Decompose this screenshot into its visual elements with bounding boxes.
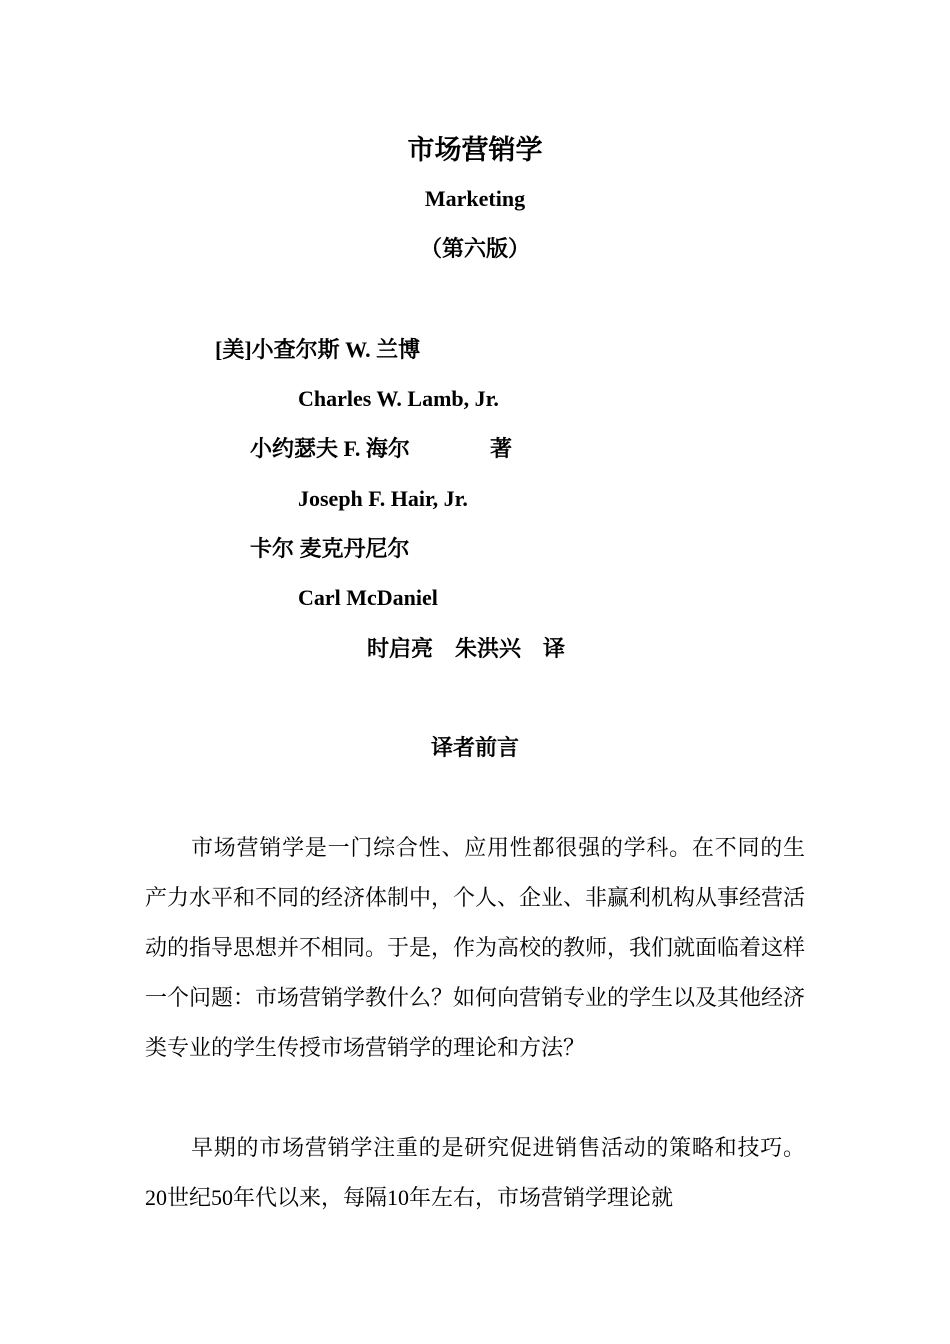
translators-line: 时启亮 朱洪兴 译 bbox=[367, 636, 566, 661]
preface-paragraph-2: 早期的市场营销学注重的是研究促进销售活动的策略和技巧。20世纪50年代以来，每隔10年左右，市场营销学理论就 bbox=[145, 1135, 805, 1210]
author-3-chinese: 卡尔 麦克丹尼尔 bbox=[250, 536, 410, 561]
author-3-english: Carl McDaniel bbox=[298, 585, 438, 610]
author-2-chinese: 小约瑟夫 F. 海尔 bbox=[250, 436, 410, 461]
preface-heading: 译者前言 bbox=[430, 735, 519, 760]
author-1-english: Charles W. Lamb, Jr. bbox=[298, 386, 499, 411]
book-edition: （第六版） bbox=[419, 236, 530, 261]
book-title: 市场营销学 bbox=[407, 135, 543, 165]
author-2-english: Joseph F. Hair, Jr. bbox=[298, 486, 468, 511]
author-role: 著 bbox=[490, 436, 513, 461]
author-1-chinese: [美]小查尔斯 W. 兰博 bbox=[215, 337, 421, 362]
book-subtitle: Marketing bbox=[424, 186, 526, 211]
preface-paragraph-1: 市场营销学是一门综合性、应用性都很强的学科。在不同的生产力水平和不同的经济体制中，个人、企业、非赢利机构从事经营活动的指导思想并不相同。于是，作为高校的教师，我们就面临着这样一个问题：市场营销学教什么？如何向营销专业的学生以及其他经济类专业的学生传授市场营销学的理论和方法？ bbox=[145, 835, 806, 1060]
